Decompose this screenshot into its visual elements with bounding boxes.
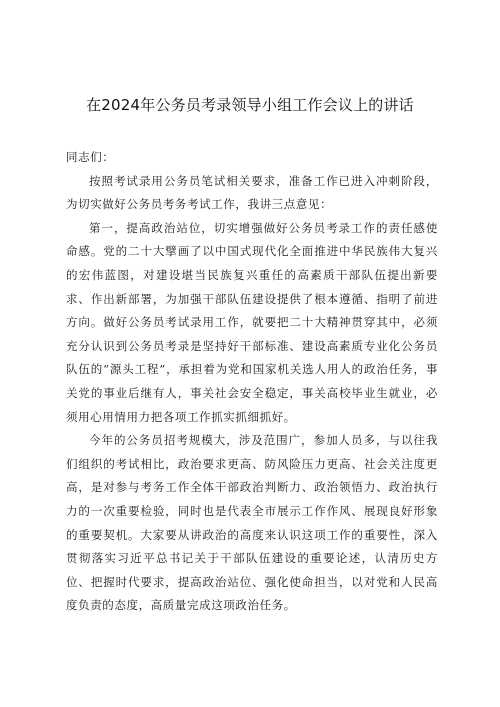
paragraph-exam-scale: 今年的公务员招考规模大，涉及范围广，参加人员多，与以往我们组织的考试相比，政治要求更高、防风险压力更高、社会关注度更高，是对参与考务工作全体干部政治判断力、政治领悟力、政治执行力的一次重要检验，同时也是代表全市展示工作作风、展现良好形象的重要契机。大家要从讲政治的高度来认识这项工作的重要性，深入贯彻落实习近平总书记关于干部队伍建设的重要论述，认清历史方位、把握时代要求，提高政治站位、强化使命担当，以对党和人民高度负责的态度，高质量完成这项政治任务。 (66, 433, 438, 613)
paragraph-point-one: 第一，提高政治站位，切实增强做好公务员考录工作的责任感使命感。党的二十大擘画了以中国式现代化全面推进中华民族伟大复兴的宏伟蓝图，对建设堪当民族复兴重任的高素质干部队伍提出新要求、作出新部署，为加强干部队伍建设提供了根本遵循、指明了前进方向。做好公务员考试录用工作，就要把二十大精神贯穿其中，必须充分认识到公务员考录是坚持好干部标准、建设高素质专业化公务员队伍的“源头工程”，承担着为党和国家机关选人用人的政治任务，事关党的事业后继有人，事关社会安全稳定，事关高校毕业生就业，必须用心用情用力把各项工作抓实抓细抓好。 (66, 220, 438, 424)
document-title: 在2024年公务员考录领导小组工作会议上的讲话 (86, 96, 414, 114)
salutation: 同志们： (66, 150, 115, 164)
document-body (66, 146, 438, 618)
paragraph-intro: 按照考试录用公务员笔试相关要求，准备工作已进入冲刺阶段，为切实做好公务员考务考试工作，我讲三点意见： (66, 173, 438, 212)
